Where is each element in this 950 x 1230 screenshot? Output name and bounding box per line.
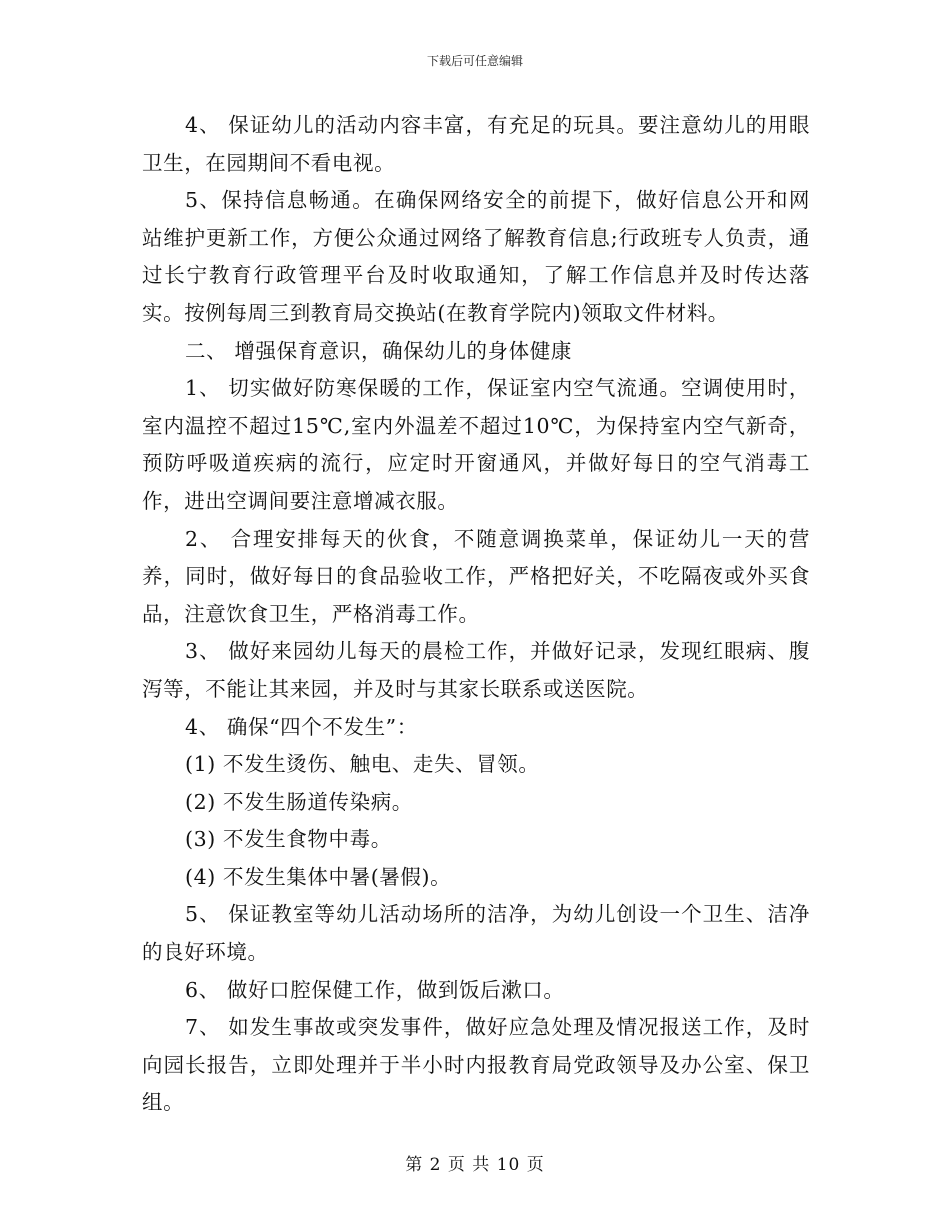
paragraph-item-2-meals: 2、 合理安排每天的伙食，不随意调换菜单，保证幼儿一天的营养，同时，做好每日的食品验收工作，严格把好关，不吃隔夜或外买食品，注意饮食卫生，严格消毒工作。 — [142, 526, 810, 626]
sub-item-3: (3) 不发生食物中毒。 — [185, 827, 392, 852]
paragraph-item-5-information: 5、保持信息畅通。在确保网络安全的前提下，做好信息公开和网站维护更新工作，方便公众通过网络了解教育信息;行政班专人负责，通过长宁教育行政管理平台及时收取通知，了解工作信息并及时传达落实。按例每周三到教育局交换站(在教育学院内)领取文件材料。 — [142, 188, 810, 325]
page-header-note: 下载后可任意编辑 — [426, 54, 523, 68]
paragraph-item-3-morning-check: 3、 做好来园幼儿每天的晨检工作，并做好记录，发现红眼病、腹泻等，不能让其来园，并及时与其家长联系或送医院。 — [142, 639, 810, 701]
sub-item-4: (4) 不发生集体中暑(暑假)。 — [185, 864, 452, 889]
paragraph-item-5-cleanliness: 5、 保证教室等幼儿活动场所的洁净，为幼儿创设一个卫生、洁净的良好环境。 — [142, 902, 810, 965]
sub-item-2: (2) 不发生肠道传染病。 — [185, 789, 413, 814]
document-body — [142, 107, 810, 1122]
paragraph-item-6-oral-care: 6、 做好口腔保健工作，做到饭后漱口。 — [185, 977, 565, 1002]
sub-item-1: (1) 不发生烫伤、触电、走失、冒领。 — [185, 752, 540, 777]
paragraph-item-4-toys: 4、 保证幼儿的活动内容丰富，有充足的玩具。要注意幼儿的用眼卫生，在园期间不看电视。 — [142, 113, 810, 175]
paragraph-item-4-four-nots: 4、 确保“四个不发生”： — [185, 714, 418, 739]
paragraph-item-7-emergency: 7、 如发生事故或突发事件，做好应急处理及情况报送工作，及时向园长报告，立即处理并于半小时内报教育局党政领导及办公室、保卫组。 — [142, 1015, 810, 1115]
page-number-footer: 第 2 页 共 10 页 — [405, 1155, 545, 1175]
section-heading-two: 二、 增强保育意识，确保幼儿的身体健康 — [185, 338, 572, 363]
paragraph-item-1-warmth: 1、 切实做好防寒保暖的工作，保证室内空气流通。空调使用时，室内温控不超过15℃,室内外温差不超过10℃，为保持室内空气新奇，预防呼吸道疾病的流行，应定时开窗通风，并做好每日的空气消毒工作，进出空调间要注意增减衣服。 — [142, 376, 810, 513]
